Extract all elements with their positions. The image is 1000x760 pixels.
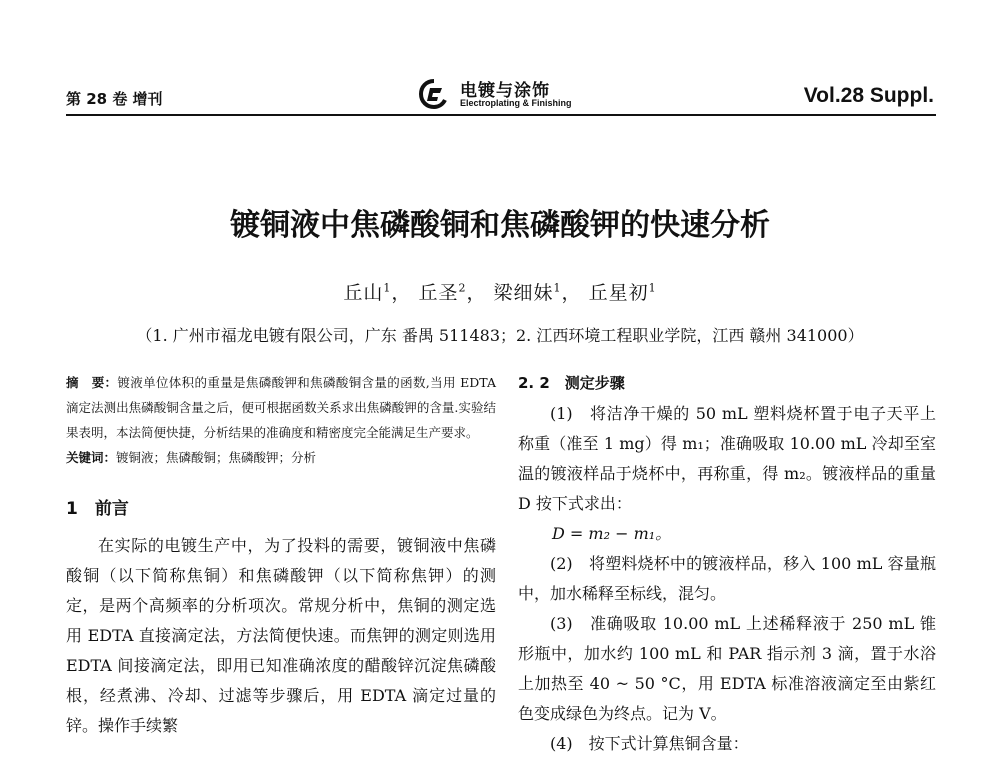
- keywords-text: 镀铜液；焦磷酸铜；焦磷酸钾；分析: [116, 450, 317, 465]
- journal-logo: [418, 74, 618, 118]
- keywords: [66, 445, 496, 470]
- weight-formula: D = m₂ − m₁。: [552, 524, 672, 543]
- right-column: [518, 370, 936, 759]
- author-affiliation-mark: 1: [383, 281, 392, 295]
- author-name: 丘星初: [588, 282, 649, 304]
- procedure-step-2: (2) 将塑料烧杯中的镀液样品，移入 100 mL 容量瓶中，加水稀释至标线，混匀。: [518, 554, 936, 603]
- left-column: [66, 370, 496, 741]
- author-name: 丘山: [343, 282, 384, 304]
- author-affiliation-mark: 1: [648, 281, 657, 295]
- author-name: 丘圣: [418, 282, 459, 304]
- section-heading-introduction: 1 前言: [66, 499, 129, 519]
- procedure-step-1: (1) 将洁净干燥的 50 mL 塑料烧杯置于电子天平上称重（准至 1 mg）得 m₁；准确吸取 10.00 mL 冷却至室温的镀液样品于烧杯中，再称重，得 m₂。镀液样品的重量 D 按下式求出：: [518, 404, 936, 513]
- keywords-label: 关键词：: [66, 450, 117, 465]
- section-heading-procedure: 2. 2 测定步骤: [518, 374, 625, 392]
- logo-chinese-name: 电镀与涂饰: [460, 81, 550, 101]
- paper-title: 镀铜液中焦磷酸铜和焦磷酸钾的快速分析: [230, 208, 770, 243]
- header-divider: [66, 114, 936, 116]
- procedure-step-3: (3) 准确吸取 10.00 mL 上述稀释液于 250 mL 锥形瓶中，加水约 100 mL 和 PAR 指示剂 3 滴，置于水浴上加热至 40 ~ 50 °C，用 EDTA 标准溶液滴定至由紫红色变成绿色为终点。记为 V。: [518, 614, 936, 723]
- affiliations: （1. 广州市福龙电镀有限公司，广东 番禺 511483；2. 江西环境工程职业学院，江西 赣州 341000）: [136, 326, 864, 345]
- introduction-paragraph: 在实际的电镀生产中，为了投料的需要，镀铜液中焦磷酸铜（以下简称焦铜）和焦磷酸钾（以下简称焦钾）的测定，是两个高频率的分析项次。常规分析中，焦铜的测定选用 EDTA 直接滴定法，方法简便快速。而焦钾的测定则选用 EDTA 间接滴定法，即用已知准确浓度的醋酸锌沉淀焦磷酸根，经煮沸、冷却、过滤等步骤后，用 EDTA 滴定过量的锌。操作手续繁: [66, 536, 496, 735]
- journal-volume-english: Vol.28 Suppl.: [803, 84, 934, 107]
- abstract-label: 摘 要：: [66, 375, 118, 390]
- journal-logo-icon: [418, 78, 450, 110]
- logo-english-name: Electroplating & Finishing: [460, 98, 572, 108]
- journal-volume: 第 28 卷 增刊: [66, 90, 163, 108]
- author-affiliation-mark: 1: [553, 281, 562, 295]
- procedure-step-4: (4) 按下式计算焦铜含量：: [550, 734, 749, 753]
- abstract-text: 镀液单位体积的重量是焦磷酸钾和焦磷酸铜含量的函数,当用 EDTA 滴定法测出焦磷酸铜含量之后，便可根据函数关系求出焦磷酸钾的含量.实验结果表明，本法简便快捷，分析结果的准确度和精密度完全能满足生产要求。: [66, 375, 496, 440]
- author-list: 丘山$^1$， 丘圣$^2$， 梁细妹$^1$， 丘星初$^1$: [343, 281, 657, 304]
- author-name: 梁细妹: [493, 282, 554, 304]
- abstract: [66, 370, 496, 445]
- author-affiliation-mark: 2: [458, 281, 467, 295]
